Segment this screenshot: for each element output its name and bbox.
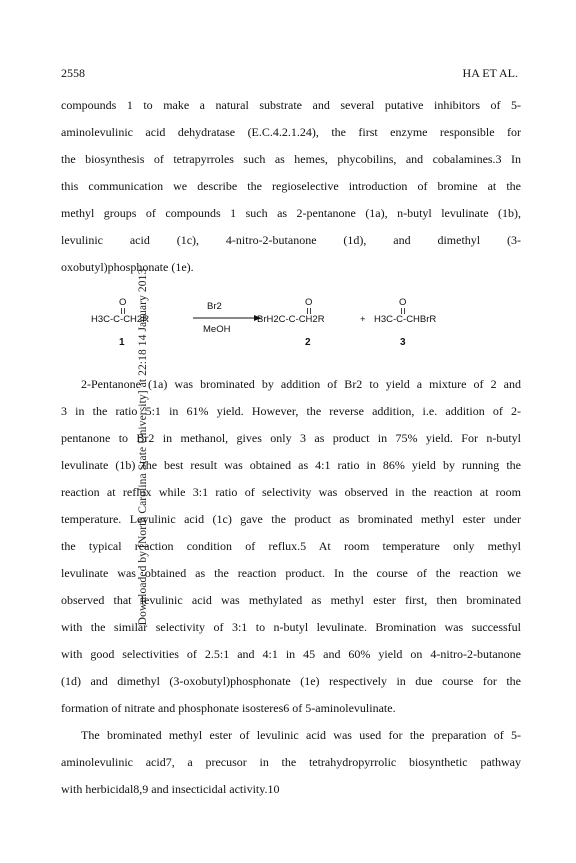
download-notice: Downloaded by [North Carolina State University] at 22:18 14 January 2013 <box>137 268 149 626</box>
plus-sign: + <box>360 314 366 325</box>
reagent-methanol: MeOH <box>203 324 231 335</box>
text-line: (1d) and dimethyl (3-oxobutyl)phosphonate (1e) respectively in due course for the <box>61 674 521 688</box>
reaction-arrow <box>192 313 262 323</box>
text-line: the biosynthesis of tetrapyrroles such as hemes, phycobilins, and cobalamines.3 In <box>61 152 521 166</box>
text-line: pentanone to Br2 in methanol, gives only 3 as product in 75% yield. For n-butyl <box>61 431 521 445</box>
text-line: 3 in the ratio 5:1 in 61% yield. However, the reverse addition, i.e. addition of 2- <box>61 404 521 418</box>
product-3-formula: H3C-C-CHBrR <box>374 314 437 325</box>
text-line: with herbicidal8,9 and insecticidal activity.10 <box>61 782 280 796</box>
page-number: 2558 <box>61 66 85 80</box>
reactant-formula: H3C-C-CH2R <box>91 314 150 325</box>
product-2-formula: BrH2C-C-CH2R <box>257 314 325 325</box>
text-line: temperature. Levulinic acid (1c) gave the product as brominated methyl ester under <box>61 512 521 526</box>
paragraph-application <box>61 722 521 803</box>
text-line: 2-Pentanone (1a) was brominated by addition of Br2 to yield a mixture of 2 and <box>81 377 521 391</box>
compound-label-3: 3 <box>400 337 406 348</box>
text-line: compounds 1 to make a natural substrate and several putative inhibitors of 5- <box>61 98 521 112</box>
text-line: methyl groups of compounds 1 such as 2-pentanone (1a), n-butyl levulinate (1b), <box>61 206 521 220</box>
text-line: this communication we describe the regioselective introduction of bromine at the <box>61 179 521 193</box>
text-line: with the similar selectivity of 3:1 to n-butyl levulinate. Bromination was successful <box>61 620 521 634</box>
paragraph-results <box>61 371 521 722</box>
paragraph-intro <box>61 92 521 281</box>
oxygen-label: O <box>399 297 407 308</box>
text-line: the typical reaction condition of reflux.5 At room temperature only methyl <box>61 539 521 553</box>
text-line: aminolevulinic acid7, a precusor in the tetrahydropyrrolic biosynthetic pathway <box>61 755 521 769</box>
text-line: formation of nitrate and phosphonate isosteres6 of 5-aminolevulinate. <box>61 701 396 715</box>
text-line: levulinic acid (1c), 4-nitro-2-butanone (1d), and dimethyl (3- <box>61 233 521 247</box>
oxygen-label: O <box>119 297 127 308</box>
text-line: levulinate (1b) the best result was obtained as 4:1 ratio in 86% yield by running the <box>61 458 521 472</box>
text-line: with good selectivities of 2.5:1 and 4:1 in 45 and 60% yield on 4-nitro-2-butanone <box>61 647 521 661</box>
oxygen-label: O <box>305 297 313 308</box>
text-line: aminolevulinic acid dehydratase (E.C.4.2.1.24), the first enzyme responsible for <box>61 125 521 139</box>
compound-label-1: 1 <box>119 337 125 348</box>
running-head: HA ET AL. <box>462 66 518 80</box>
text-line: reaction at reflux while 3:1 ratio of selectivity was observed in the reaction at room <box>61 485 521 499</box>
text-line: oxobutyl)phosphonate (1e). <box>61 260 194 274</box>
text-line: observed that levulinic acid was methylated as methyl ester first, then brominated <box>61 593 521 607</box>
reagent-bromine: Br2 <box>207 301 222 312</box>
text-line: levulinate was obtained as the reaction product. In the course of the reaction we <box>61 566 521 580</box>
compound-label-2: 2 <box>305 337 311 348</box>
text-line: The brominated methyl ester of levulinic acid was used for the preparation of 5- <box>81 728 521 742</box>
